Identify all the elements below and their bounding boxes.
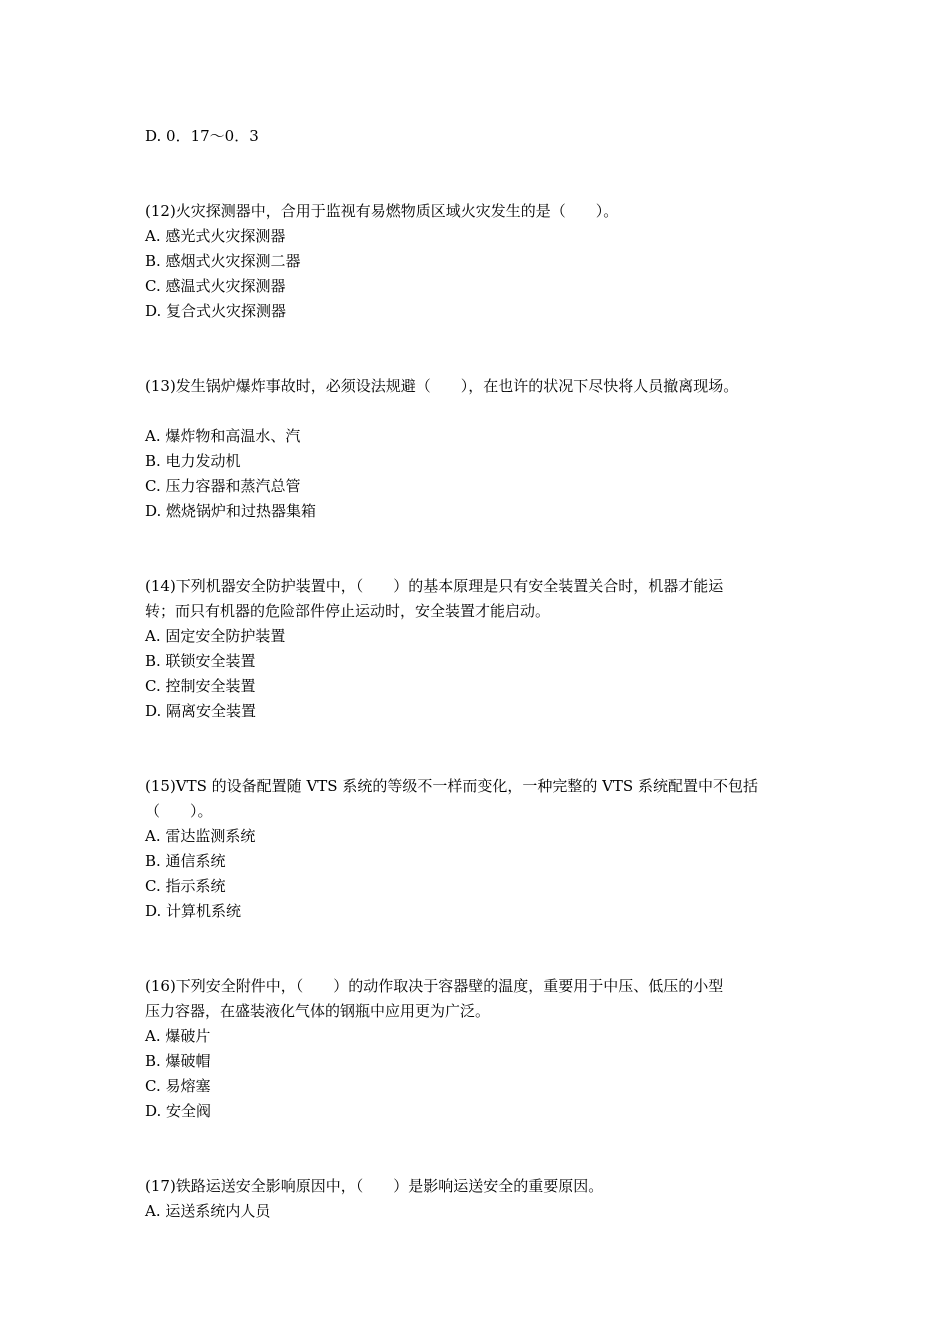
question-12 bbox=[145, 199, 825, 324]
spacer bbox=[145, 524, 825, 574]
option-d: D. 隔离安全装置 bbox=[145, 702, 257, 720]
option-c: C. 指示系统 bbox=[145, 877, 226, 895]
question-stem-line-2: （ ）。 bbox=[145, 802, 213, 820]
option-a: A. 爆炸物和高温水、汽 bbox=[145, 427, 301, 445]
spacer bbox=[145, 149, 825, 199]
option-b: B. 通信系统 bbox=[145, 852, 226, 870]
option-c: C. 感温式火灾探测器 bbox=[145, 277, 286, 295]
spacer bbox=[145, 324, 825, 374]
option-b: B. 电力发动机 bbox=[145, 452, 241, 470]
spacer bbox=[145, 399, 825, 424]
option-b: B. 爆破帽 bbox=[145, 1052, 211, 1070]
question-17 bbox=[145, 1174, 825, 1224]
option-c: C. 控制安全装置 bbox=[145, 677, 256, 695]
option-c: C. 易熔塞 bbox=[145, 1077, 211, 1095]
spacer bbox=[145, 924, 825, 974]
spacer bbox=[145, 724, 825, 774]
question-stem-line-1: (14)下列机器安全防护装置中，（ ）的基本原理是只有安全装置关合时，机器才能运 bbox=[145, 577, 724, 595]
question-15 bbox=[145, 774, 825, 924]
spacer bbox=[145, 1124, 825, 1174]
question-stem: (17)铁路运送安全影响原因中，（ ）是影响运送安全的重要原因。 bbox=[145, 1177, 604, 1195]
option-a: A. 爆破片 bbox=[145, 1027, 211, 1045]
question-stem-line-1: (16)下列安全附件中，（ ）的动作取决于容器壁的温度，重要用于中压、低压的小型 bbox=[145, 977, 724, 995]
question-stem-line-1: (15)VTS 的设备配置随 VTS 系统的等级不一样而变化，一种完整的 VTS 系统配置中不包括 bbox=[145, 777, 758, 795]
option-b: B. 联锁安全装置 bbox=[145, 652, 256, 670]
option-d: D. 燃烧锅炉和过热器集箱 bbox=[145, 502, 317, 520]
question-14 bbox=[145, 574, 825, 724]
option-a: A. 运送系统内人员 bbox=[145, 1202, 271, 1220]
option-a: A. 固定安全防护装置 bbox=[145, 627, 286, 645]
question-16 bbox=[145, 974, 825, 1124]
question-stem: (12)火灾探测器中，合用于监视有易燃物质区域火灾发生的是（ ）。 bbox=[145, 202, 619, 220]
option-a: A. 感光式火灾探测器 bbox=[145, 227, 286, 245]
option-c: C. 压力容器和蒸汽总管 bbox=[145, 477, 301, 495]
option-d: D. 复合式火灾探测器 bbox=[145, 302, 287, 320]
option-d-previous: D. 0．17～0．3 bbox=[145, 127, 259, 145]
question-stem-line-2: 转；而只有机器的危险部件停止运动时，安全装置才能启动。 bbox=[145, 602, 551, 620]
option-d: D. 计算机系统 bbox=[145, 902, 242, 920]
option-b: B. 感烟式火灾探测二器 bbox=[145, 252, 301, 270]
option-a: A. 雷达监测系统 bbox=[145, 827, 256, 845]
option-d: D. 安全阀 bbox=[145, 1102, 212, 1120]
document-page bbox=[145, 124, 825, 1224]
question-stem: (13)发生锅炉爆炸事故时，必须设法规避（ ），在也许的状况下尽快将人员撤离现场。 bbox=[145, 377, 739, 395]
question-stem-line-2: 压力容器，在盛装液化气体的钢瓶中应用更为广泛。 bbox=[145, 1002, 491, 1020]
question-13 bbox=[145, 374, 825, 524]
